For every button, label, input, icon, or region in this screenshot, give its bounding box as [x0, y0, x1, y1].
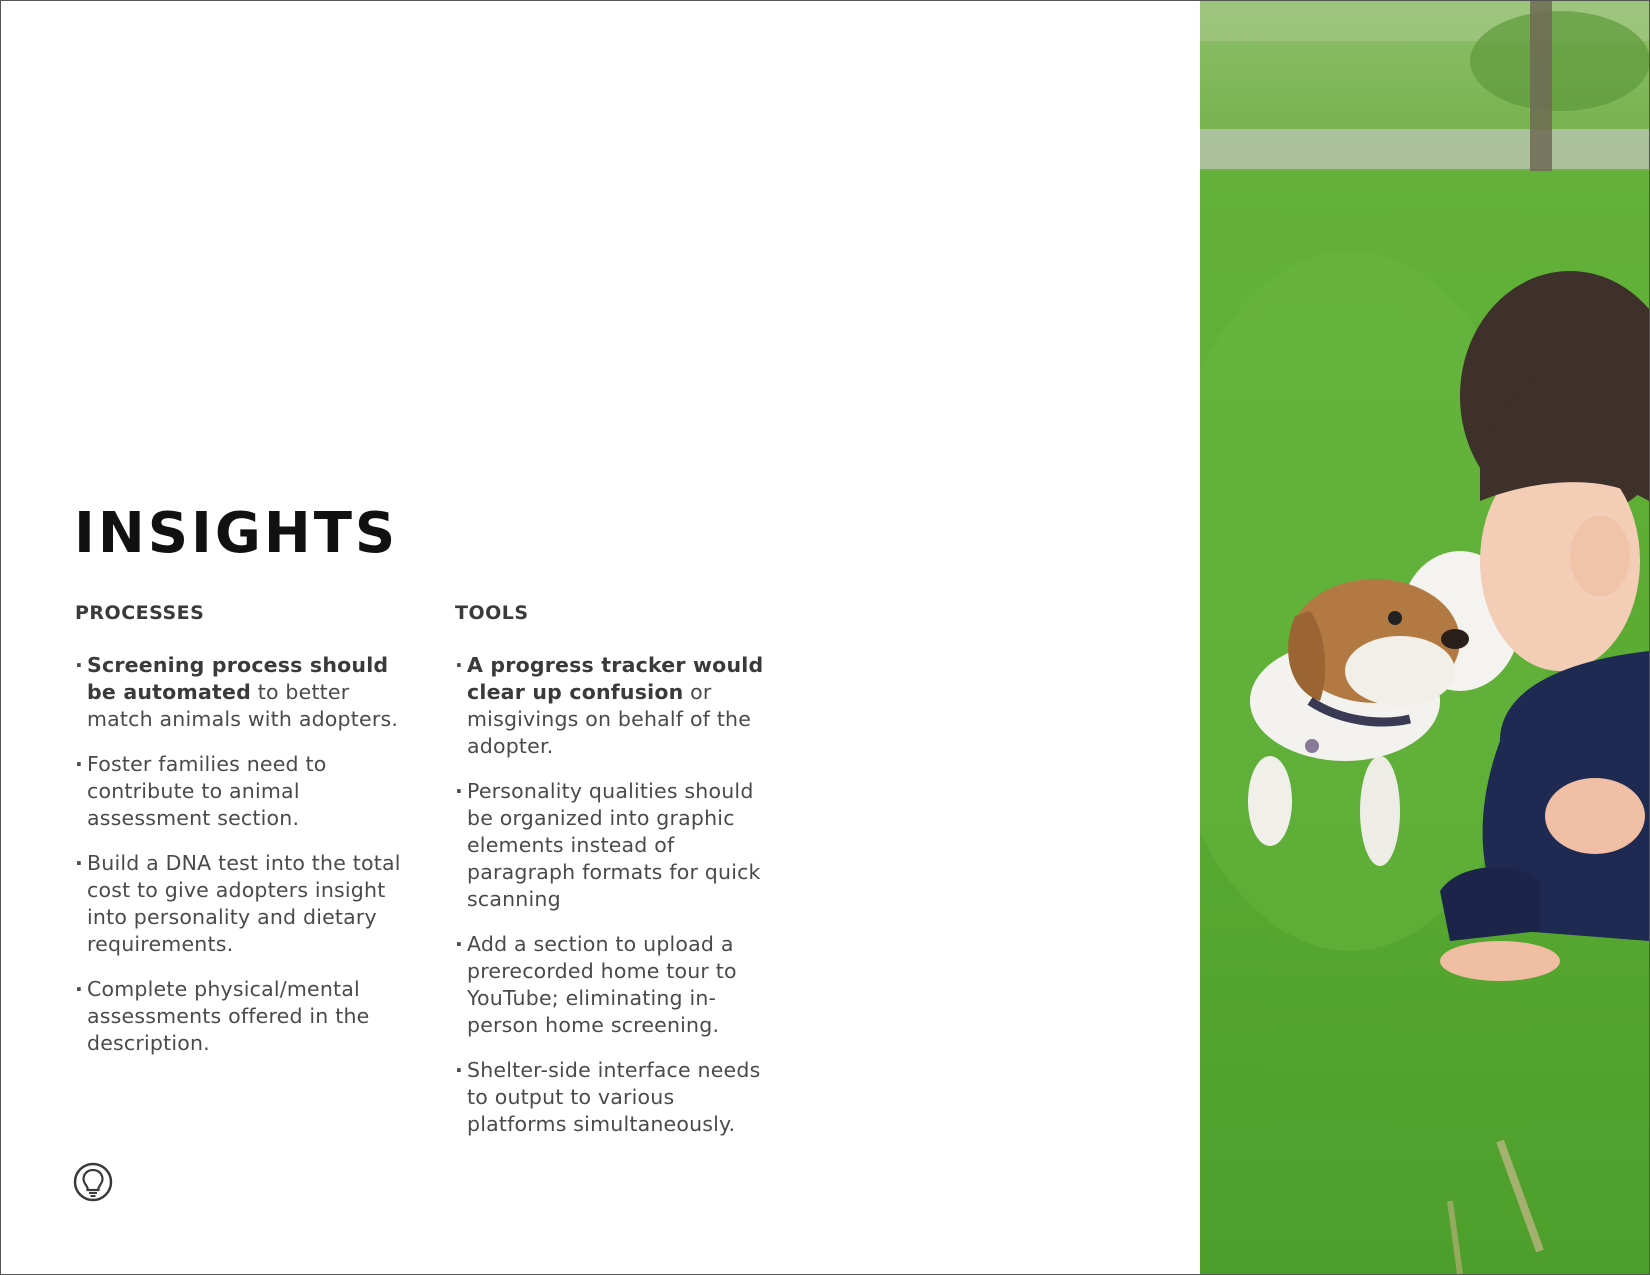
tools-heading: TOOLS [455, 602, 529, 624]
processes-list [75, 652, 405, 1057]
bullet-bold-text: A progress tracker would clear up confusion [467, 653, 764, 704]
bullet-text: Foster families need to contribute to animal assessment section. [87, 752, 327, 830]
lightbulb-icon [73, 1162, 113, 1202]
bullet-bold-text: Screening process should be automated [87, 653, 389, 704]
bullet-text: Complete physical/mental assessments offered in the description. [87, 977, 370, 1055]
bullet-text: or misgivings on behalf of the adopter. [467, 680, 752, 758]
processes-heading: PROCESSES [75, 602, 205, 624]
list-item [75, 850, 405, 958]
list-item [455, 652, 775, 760]
processes-column [75, 602, 405, 1075]
photo-child-and-dog [1200, 1, 1649, 1274]
bullet-text: Shelter-side interface needs to output to various platforms simultaneously. [467, 1058, 761, 1136]
tools-list [455, 652, 775, 1138]
bullet-text: Personality qualities should be organized into graphic elements instead of paragraph formats for quick scanning [467, 779, 761, 911]
bullet-text: Add a section to upload a prerecorded home tour to YouTube; eliminating in-person home screening. [467, 932, 737, 1037]
page-title: INSIGHTS [74, 501, 399, 566]
list-item [455, 931, 775, 1039]
list-item [455, 1057, 775, 1138]
bullet-text: Build a DNA test into the total cost to give adopters insight into personality and dietary requirements. [87, 851, 401, 956]
list-item [75, 652, 405, 733]
bullet-text: to better match animals with adopters. [87, 680, 399, 731]
tools-column [455, 602, 775, 1156]
list-item [75, 976, 405, 1057]
list-item [455, 778, 775, 913]
list-item [75, 751, 405, 832]
